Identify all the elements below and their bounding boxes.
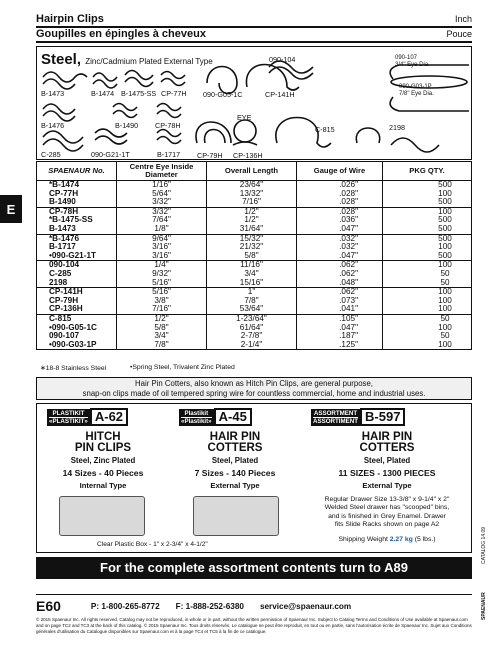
column-header: Gauge of Wire <box>297 162 383 181</box>
table-row <box>37 225 472 234</box>
table-cell: .062" <box>297 261 383 270</box>
clip-label: CP-78H <box>155 121 181 130</box>
kit-code: B-597 <box>360 408 405 426</box>
clip-icon <box>157 104 181 111</box>
table-cell: 15/32" <box>207 234 297 243</box>
table-cell: 50 <box>383 270 472 279</box>
kit-type: External Type <box>210 481 260 490</box>
table-cell: .028" <box>297 207 383 216</box>
table-cell: 100 <box>383 288 472 297</box>
kit-type: External Type <box>362 481 412 490</box>
unit-label-french: Pouce <box>446 29 472 39</box>
column-header: Centre Eye Inside Diameter <box>117 162 207 181</box>
table-cell: .032" <box>297 234 383 243</box>
material-heading: Steel, Zinc/Cadmium Plated External Type <box>41 51 213 68</box>
table-cell: CP-77H <box>37 190 117 199</box>
table-cell: 1/2" <box>207 207 297 216</box>
clip-label: B-1717 <box>157 150 181 159</box>
kit-photo <box>59 496 145 536</box>
table-cell: .032" <box>297 243 383 252</box>
table-cell: 3/16" <box>117 243 207 252</box>
table-cell: .187" <box>297 332 383 341</box>
clip-label: CP-77H <box>161 89 187 98</box>
footer-divider <box>36 594 472 595</box>
clip-label: C-285 <box>41 150 61 159</box>
clip-label: 2198 <box>389 123 405 132</box>
clip-label: 7/8" Eye Dia. <box>399 91 434 97</box>
kit-size: 14 Sizes - 40 Pieces <box>62 468 144 478</box>
clip-icon <box>161 72 185 79</box>
table-cell: 1/16" <box>117 181 207 190</box>
table-cell: 23/64" <box>207 181 297 190</box>
table-cell: 50 <box>383 279 472 288</box>
table-cell: 500 <box>383 198 472 207</box>
note-stainless: ∗18-8 Stainless Steel <box>40 365 107 372</box>
unit-label: Inch <box>454 14 472 24</box>
table-cell: 21/32" <box>207 243 297 252</box>
table-cell: 61/64" <box>207 324 297 333</box>
kit-size: 11 SIZES - 1300 PIECES <box>338 468 436 478</box>
header-divider <box>36 41 472 43</box>
table-cell: 53/64" <box>207 305 297 314</box>
table-cell: 3/32" <box>117 198 207 207</box>
table-cell: 50 <box>383 332 472 341</box>
clip-label: 090-107 <box>395 55 418 61</box>
table-cell: 1" <box>207 288 297 297</box>
kit-material: Steel, Plated <box>211 456 259 465</box>
table-cell: 1/8" <box>117 225 207 234</box>
kit-photo <box>193 496 279 536</box>
note-spring-steel: •Spring Steel, Trivalent Zinc Plated <box>130 364 235 371</box>
clip-label: C-815 <box>315 125 335 134</box>
table-cell: 11/16" <box>207 261 297 270</box>
table-notes <box>36 364 472 374</box>
clip-label: 090-104 <box>269 55 296 64</box>
table-cell: 5/8" <box>117 324 207 333</box>
table-cell: .047" <box>297 252 383 261</box>
table-cell: 090-107 <box>37 332 117 341</box>
table-cell: 100 <box>383 261 472 270</box>
table-cell: CP-79H <box>37 297 117 306</box>
table-cell: *B-1476 <box>37 234 117 243</box>
table-row <box>37 198 472 207</box>
table-cell: C-285 <box>37 270 117 279</box>
table-cell: B-1717 <box>37 243 117 252</box>
section-tab[interactable]: E <box>0 195 22 223</box>
table-cell: 500 <box>383 234 472 243</box>
table-cell: CP-78H <box>37 207 117 216</box>
clip-icon <box>161 79 185 86</box>
table-cell: 9/32" <box>117 270 207 279</box>
clip-icon <box>113 104 137 111</box>
table-cell: 1/2" <box>207 216 297 225</box>
clip-icon <box>157 137 181 144</box>
clip-label: 090-G03-1P <box>399 84 432 90</box>
table-cell: 1/4" <box>117 261 207 270</box>
spec-table <box>36 161 472 350</box>
clip-icon <box>113 111 137 118</box>
table-cell: .036" <box>297 216 383 225</box>
clip-label: B-1474 <box>91 89 115 98</box>
table-cell: 090-104 <box>37 261 117 270</box>
product-description <box>36 377 472 400</box>
table-cell: 31/64" <box>207 225 297 234</box>
table-cell: 5/16" <box>117 279 207 288</box>
clip-icon <box>43 72 87 82</box>
kit-code: A-62 <box>90 408 128 426</box>
clip-label: B-1476 <box>41 121 65 130</box>
kit-badge: PLASTIKIT «PLASTIKIT» <box>49 409 88 425</box>
table-cell: 7/8" <box>207 297 297 306</box>
table-cell: .047" <box>297 225 383 234</box>
kit-header <box>47 408 128 426</box>
kit-title: HITCH PIN CLIPS <box>74 431 132 454</box>
table-header-row <box>37 162 472 181</box>
table-cell: 500 <box>383 225 472 234</box>
clip-label: B-1473 <box>41 89 65 98</box>
table-cell: 500 <box>383 252 472 261</box>
kit-title: HAIR PIN COTTERS <box>207 431 263 454</box>
clip-icon <box>43 131 83 143</box>
clip-icon <box>269 67 313 79</box>
table-body <box>37 181 472 350</box>
table-cell: 5/8" <box>207 252 297 261</box>
table-cell: .062" <box>297 270 383 279</box>
table-cell: 500 <box>383 181 472 190</box>
clip-label: CP-136H <box>233 151 263 160</box>
clip-icon <box>233 142 257 145</box>
kit-code: A-45 <box>214 408 252 426</box>
table-cell: .105" <box>297 314 383 323</box>
clip-icon <box>196 122 231 143</box>
email-link[interactable]: service@spaenaur.com <box>259 601 352 611</box>
clip-icon <box>234 120 256 142</box>
clip-icon <box>205 130 225 144</box>
clip-icon <box>391 138 439 152</box>
table-cell: •090-G03-1P <box>37 341 117 350</box>
table-cell: 5/64" <box>117 190 207 199</box>
clip-label: B-1490 <box>115 121 139 130</box>
page-number: E60 <box>36 598 61 614</box>
clip-icon <box>157 130 181 137</box>
table-cell: .048" <box>297 279 383 288</box>
table-cell: 7/16" <box>117 305 207 314</box>
table-cell: C-815 <box>37 314 117 323</box>
table-cell: 100 <box>383 324 472 333</box>
brand-vertical: SPAENAUR <box>481 592 487 620</box>
copyright-notice: © 2015 Spaenaur Inc. All rights reserved. Catalog may not be reproduced, in whole or in part, without the written permission of Spaenaur Inc. Subject to Catalog Terms and Conditions of Use available at Spaenaur.com and on page TC2 and TC3 at the back of this catalog. © 2015 Spaenaur Inc. Tous droits réservés. Le catalogue ne peut être reproduit, en tout ou en partie, sans l'autorisation écrite de Spaenaur Inc. Sujet aux Conditions générales d'utilisation du Catalogue disponibles sur Spaenaur.com et à la page TC4 et TC5 à la fin de ce catalogue. <box>36 617 472 634</box>
table-cell: B-1490 <box>37 198 117 207</box>
kit-b597[interactable] <box>301 404 473 554</box>
table-cell: 100 <box>383 297 472 306</box>
table-cell: 7/64" <box>117 216 207 225</box>
catalog-version: CATALOG 14.09 <box>481 526 487 564</box>
table-cell: *B-1474 <box>37 181 117 190</box>
box-caption: Clear Plastic Box - 1" x 2-3/4" x 4-1/2" <box>97 541 208 548</box>
column-header: PKG QTY. <box>383 162 472 181</box>
assortment-banner[interactable]: For the complete assortment contents turn to A89 <box>36 557 472 579</box>
table-cell: .125" <box>297 341 383 350</box>
table-row <box>37 341 472 350</box>
assortment-kits <box>36 403 472 553</box>
page-title-french: Goupilles en épingles à cheveux <box>36 28 206 40</box>
table-cell: 1/2" <box>117 314 207 323</box>
page-title: Hairpin Clips <box>36 13 104 25</box>
kit-badge: ASSORTMENT ASSORTIMENT <box>313 409 359 425</box>
header-row-french <box>36 27 472 41</box>
table-cell: *B-1475-SS <box>37 216 117 225</box>
table-cell: •090-G21-1T <box>37 252 117 261</box>
kit-title: HAIR PIN COTTERS <box>359 431 415 454</box>
table-cell: 3/4" <box>117 332 207 341</box>
table-cell: 3/8" <box>117 297 207 306</box>
table-cell: 50 <box>383 314 472 323</box>
clip-label: B-1475-SS <box>121 89 157 98</box>
table-cell: 13/32" <box>207 190 297 199</box>
table-cell: .026" <box>297 181 383 190</box>
clip-icon <box>390 97 469 111</box>
table-cell: .028" <box>297 198 383 207</box>
kit-badge: Plastikit «Plastikit» <box>181 409 212 425</box>
clip-label: 090-G21-1T <box>91 150 130 159</box>
table-cell: .041" <box>297 305 383 314</box>
table-cell: •090-G05-1C <box>37 324 117 333</box>
clip-icon <box>157 111 181 118</box>
description-line: Hair Pin Cotters, also known as Hitch Pin Clips, are general purpose, <box>135 379 373 388</box>
table-cell: 100 <box>383 243 472 252</box>
kit-header <box>179 408 252 426</box>
kit-drawer-note: Regular Drawer Size 13-3/8" x 9-1/4" x 2" Welded Steel drawer has "scooped" bins, and is finished in Grey Enamel. Drawer fits Slide Racks shown on page A2 <box>324 496 450 529</box>
table-cell: 7/8" <box>117 341 207 350</box>
kit-material: Steel, Zinc Plated <box>70 456 136 465</box>
kit-type: Internal Type <box>79 481 127 490</box>
column-header: Overall Length <box>207 162 297 181</box>
table-cell: 2-1/4" <box>207 341 297 350</box>
kit-size: 7 Sizes - 140 Pieces <box>194 468 276 478</box>
table-cell: .047" <box>297 324 383 333</box>
phone-number[interactable]: P: 1-800-265-8772 <box>90 601 160 611</box>
table-cell: 100 <box>383 341 472 350</box>
kit-a45[interactable] <box>169 404 301 554</box>
clip-label: CP-79H <box>197 151 223 160</box>
table-cell: 3/4" <box>207 270 297 279</box>
kit-a62[interactable] <box>37 404 169 554</box>
table-cell: 3/16" <box>117 252 207 261</box>
footer <box>36 597 472 615</box>
table-cell: 100 <box>383 190 472 199</box>
table-cell: 100 <box>383 305 472 314</box>
table-cell: 3/32" <box>117 207 207 216</box>
table-cell: 2198 <box>37 279 117 288</box>
description-line: snap-on clips made of oil tempered spring wire for countless commercial, home and industrial uses. <box>82 389 426 398</box>
table-cell: .028" <box>297 190 383 199</box>
clip-label: CP-141H <box>265 90 295 99</box>
clip-label: 090-G05-1C <box>203 90 243 99</box>
table-cell: 100 <box>383 207 472 216</box>
table-cell: CP-141H <box>37 288 117 297</box>
table-cell: 1-23/64" <box>207 314 297 323</box>
column-header: SPAENAUR No. <box>37 162 117 181</box>
table-cell: 5/16" <box>117 288 207 297</box>
clip-label: EYE <box>237 113 252 122</box>
table-cell: 9/64" <box>117 234 207 243</box>
fax-number: F: 1-888-252-6380 <box>175 601 244 611</box>
clip-label: 3/4" Eye Dia. <box>395 62 430 68</box>
header-row-english <box>36 12 472 26</box>
kit-material: Steel, Plated <box>363 456 411 465</box>
table-cell: 15/16" <box>207 279 297 288</box>
table-cell: 500 <box>383 216 472 225</box>
kit-header <box>311 408 405 426</box>
table-cell: 7/16" <box>207 198 297 207</box>
table-cell: .073" <box>297 297 383 306</box>
table-cell: 2-7/8" <box>207 332 297 341</box>
table-cell: B-1473 <box>37 225 117 234</box>
table-cell: CP-136H <box>37 305 117 314</box>
table-cell: .062" <box>297 288 383 297</box>
shipping-weight: Shipping Weight 2.27 kg (5 lbs.) <box>338 536 436 543</box>
clip-illustrations <box>36 46 472 160</box>
clip-icon <box>356 128 379 143</box>
